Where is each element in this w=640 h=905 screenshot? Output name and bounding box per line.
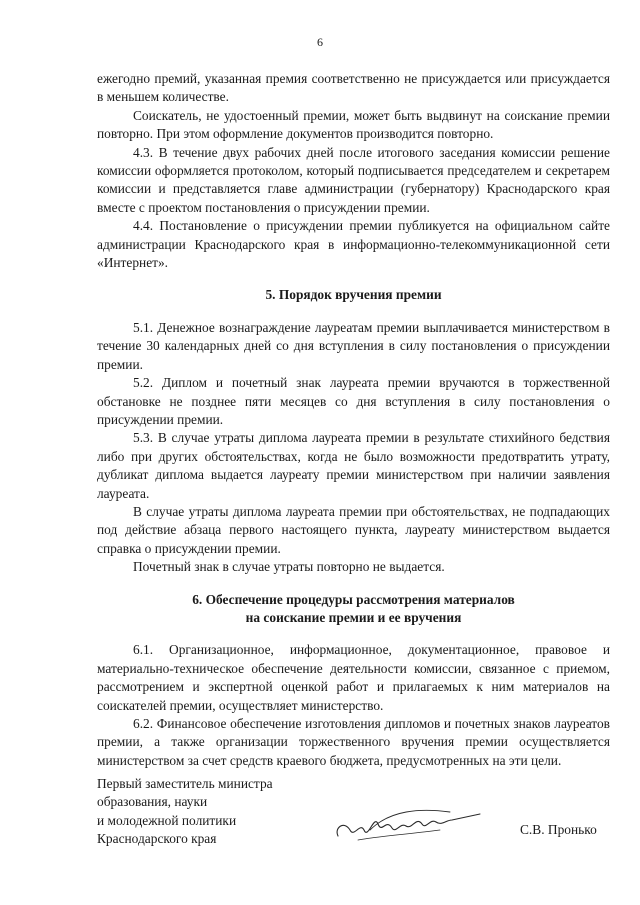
spacer xyxy=(97,577,610,591)
paragraph: В случае утраты диплома лауреата премии при обстоятельствах, не подпадающих под действие абзаца первого настоящего пункта, лауреату министерством выдается справка о присуждении премии. xyxy=(97,503,610,556)
paragraph: 5.3. В случае утраты диплома лауреата премии в результате стихийного бедствия либо при других обстоятельствах, когда не было возможности предотвратить утрату, дубликат диплома выдается лауреату премии министерством при наличии заявления лауреата. xyxy=(97,430,610,501)
signatory-title-line: Первый заместитель министра xyxy=(97,776,273,791)
spacer xyxy=(97,272,610,286)
page-number: 6 xyxy=(317,35,323,49)
paragraph: 4.4. Постановление о присуждении премии публикуется на официальном сайте администрации Краснодарского края в информационно-телекоммуникационной сети «Интернет». xyxy=(97,218,610,271)
spacer xyxy=(97,627,610,641)
handwritten-signature xyxy=(330,800,490,850)
signatory-title-line: и молодежной политики xyxy=(97,812,237,828)
paragraph: Соискатель, не удостоенный премии, может быть выдвинут на соискание премии повторно. При этом оформление документов производится повторно. xyxy=(97,107,610,142)
section-heading: на соискание премии и ее вручения xyxy=(245,609,462,625)
paragraph: Почетный знак в случае утраты повторно не выдается. xyxy=(133,559,445,575)
signatory-title-line: Краснодарского края xyxy=(97,831,217,847)
paragraph: 4.3. В течение двух рабочих дней после итогового заседания комиссии решение комиссии оформляется протоколом, который подписывается председателем и секретарем комиссии и представляется главе администрации (губернатору) Краснодарского края вместе с проектом постановления о присуждении премии. xyxy=(97,144,610,215)
paragraph: ежегодно премий, указанная премия соответственно не присуждается или присуждается в меньшем количестве. xyxy=(97,71,610,105)
signatory-name: С.В. Пронько xyxy=(520,822,597,837)
document-body xyxy=(97,70,610,770)
signatory-title xyxy=(97,775,273,849)
paragraph: 5.1. Денежное вознаграждение лауреатам премии выплачивается министерством в течение 30 календарных дней со дня вступления в силу постановления о присуждении премии. xyxy=(97,319,610,372)
spacer xyxy=(97,305,610,319)
paragraph: 6.1. Организационное, информационное, документационное, правовое и материально-техническое обеспечение деятельности комиссии, связанное с приемом, рассмотрением и экспертной оценкой работ и прилагаемых к ним материалов на соискателей премии, осуществляет министерство. xyxy=(97,642,610,713)
paragraph: 5.2. Диплом и почетный знак лауреата премии вручаются в торжественной обстановке не позднее пяти месяцев со дня вступления в силу постановления о присуждении премии. xyxy=(97,375,610,427)
section-heading: 6. Обеспечение процедуры рассмотрения материалов xyxy=(192,591,515,607)
paragraph: 6.2. Финансовое обеспечение изготовления дипломов и почетных знаков лауреатов премии, а также организации торжественного вручения премии осуществляется министерством за счет средств краевого бюджета, предусмотренных на эти цели. xyxy=(97,716,610,768)
signatory-title-line: образования, науки xyxy=(97,794,208,810)
section-heading: 5. Порядок вручения премии xyxy=(265,287,442,303)
